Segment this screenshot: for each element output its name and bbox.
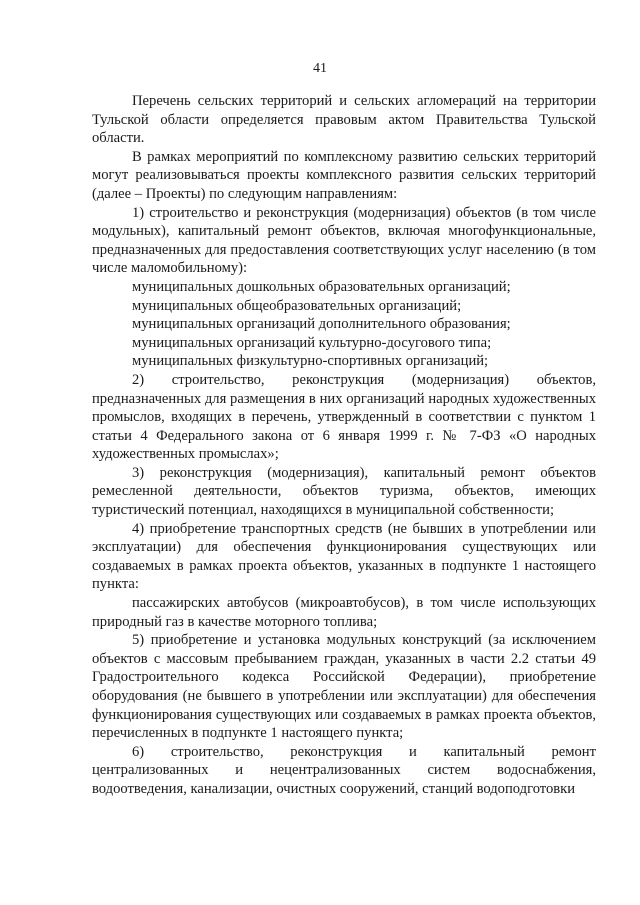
list-item-general-education: муниципальных общеобразовательных организаций; — [132, 297, 462, 314]
list-item-sports: муниципальных физкультурно-спортивных организаций; — [132, 353, 489, 370]
paragraph-item-5: 5) приобретение и установка модульных конструкций (за исключением объектов с массовым пребыванием граждан, указанных в части 2.2 статьи 49 Градостроительного кодекса Российской Федерации), приобретение оборудования (не бывшего в употреблении или эксплуатации) для обеспечения функционирования существующих или создаваемых в рамках проекта объектов, перечисленных в подпункте 1 настоящего пункта; — [92, 632, 596, 742]
paragraph-item-3: 3) реконструкция (модернизация), капитальный ремонт объектов ремесленной деятельности, объектов туризма, объектов, имеющих туристический потенциал, находящихся в муниципальной собственности; — [92, 464, 596, 519]
paragraph-item-1: 1) строительство и реконструкция (модернизация) объектов (в том числе модульных), капитальный ремонт объектов, включая многофункциональные, предназначенных для предоставления соответствующих услуг населению (в том числе маломобильному): — [92, 204, 596, 277]
list-item-preschool: муниципальных дошкольных образовательных организаций; — [132, 278, 511, 295]
paragraph-item-2: 2) строительство, реконструкция (модернизация) объектов, предназначенных для размещения в них организаций народных художественных промыслов, входящих в перечень, утвержденный в соответствии с пунктом 1 статьи 4 Федерального закона от 6 января 1999 г. № 7-ФЗ «О народных художественных промыслах»; — [92, 371, 596, 463]
document-body — [92, 92, 596, 799]
paragraph-item-4: 4) приобретение транспортных средств (не бывших в употреблении или эксплуатации) для обеспечения функционирования существующих или создаваемых в рамках проекта объектов, указанных в подпункте 1 настоящего пункта: — [92, 520, 596, 593]
list-item-additional-education: муниципальных организаций дополнительного образования; — [132, 316, 511, 333]
paragraph-projects-intro: В рамках мероприятий по комплексному развитию сельских территорий могут реализовываться проекты комплексного развития сельских территорий (далее – Проекты) по следующим направлениям: — [92, 148, 596, 202]
paragraph-item-6: 6) строительство, реконструкция и капитальный ремонт централизованных и нецентрализованных систем водоснабжения, водоотведения, канализации, очистных сооружений, станций водоподготовки — [92, 743, 596, 797]
list-item-cultural: муниципальных организаций культурно-досугового типа; — [132, 334, 492, 351]
paragraph-territories: Перечень сельских территорий и сельских агломераций на территории Тульской области определяется правовым актом Правительства Тульской области. — [92, 93, 596, 147]
page-number: 41 — [313, 61, 327, 76]
list-item-buses: пассажирских автобусов (микроавтобусов), в том числе использующих природный газ в качестве моторного топлива; — [92, 595, 596, 630]
